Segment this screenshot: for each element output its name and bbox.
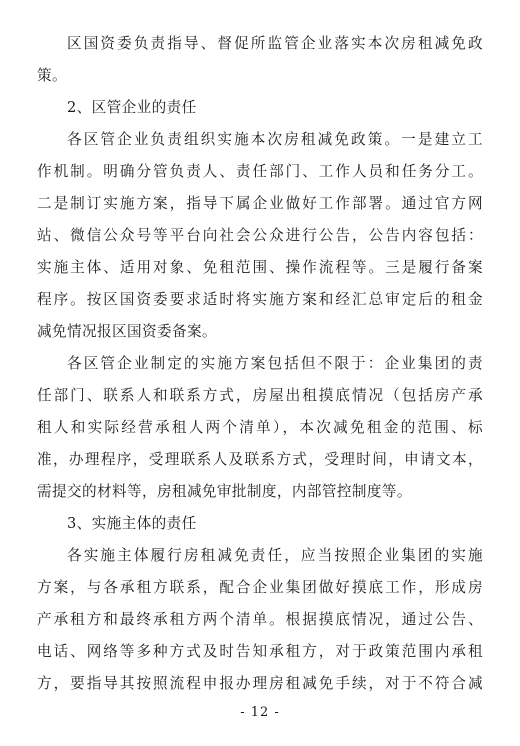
text-line: 实施主体、适用对象、免租范围、操作流程等。三是履行备案 bbox=[37, 259, 483, 276]
document-body bbox=[37, 28, 483, 700]
section-heading-implementer bbox=[37, 508, 483, 540]
text-line: 各区管企业负责组织实施本次房租减免政策。一是建立工 bbox=[67, 131, 483, 148]
section-heading-enterprise bbox=[37, 92, 483, 124]
text-line: 需提交的材料等，房租减免审批制度，内部管控制度等。 bbox=[37, 483, 412, 500]
paragraph-guidance bbox=[37, 28, 483, 92]
text-line: 租人和实际经营承租人两个清单），本次减免租金的范围、标 bbox=[37, 419, 483, 436]
text-line: 二是制订实施方案，指导下属企业做好工作部署。通过官方网 bbox=[37, 195, 483, 212]
paragraph-implementer-duties bbox=[37, 540, 483, 700]
text-line: 策。 bbox=[37, 67, 67, 84]
text-line: 方，要指导其按照流程申报办理房租减免手续，对于不符合减 bbox=[37, 675, 483, 692]
page-number: - 12 - bbox=[240, 705, 280, 720]
section-heading: 3、实施主体的责任 bbox=[67, 515, 197, 532]
paragraph-enterprise-duties bbox=[37, 124, 483, 348]
text-line: 方案，与各承租方联系，配合企业集团做好摸底工作，形成房 bbox=[37, 579, 483, 596]
text-line: 产承租方和最终承租方两个清单。根据摸底情况，通过公告、 bbox=[37, 611, 483, 628]
text-line: 各区管企业制定的实施方案包括但不限于：企业集团的责 bbox=[67, 355, 483, 372]
text-line: 站、微信公众号等平台向社会公众进行公告，公告内容包括： bbox=[37, 227, 483, 244]
text-line: 减免情况报区国资委备案。 bbox=[37, 323, 217, 340]
text-line: 程序。按区国资委要求适时将实施方案和经汇总审定后的租金 bbox=[37, 291, 483, 308]
text-line: 作机制。明确分管负责人、责任部门、工作人员和任务分工。 bbox=[37, 163, 483, 180]
text-line: 各实施主体履行房租减免责任，应当按照企业集团的实施 bbox=[67, 547, 483, 564]
text-line: 电话、网络等多种方式及时告知承租方，对于政策范围内承租 bbox=[37, 643, 483, 660]
paragraph-implementation-plan bbox=[37, 348, 483, 508]
section-heading: 2、区管企业的责任 bbox=[67, 99, 197, 116]
text-line: 准，办理程序，受理联系人及联系方式，受理时间，申请文本， bbox=[37, 451, 483, 468]
text-line: 任部门、联系人和联系方式，房屋出租摸底情况（包括房产承 bbox=[37, 387, 483, 404]
text-line: 区国资委负责指导、督促所监管企业落实本次房租减免政 bbox=[67, 35, 483, 52]
